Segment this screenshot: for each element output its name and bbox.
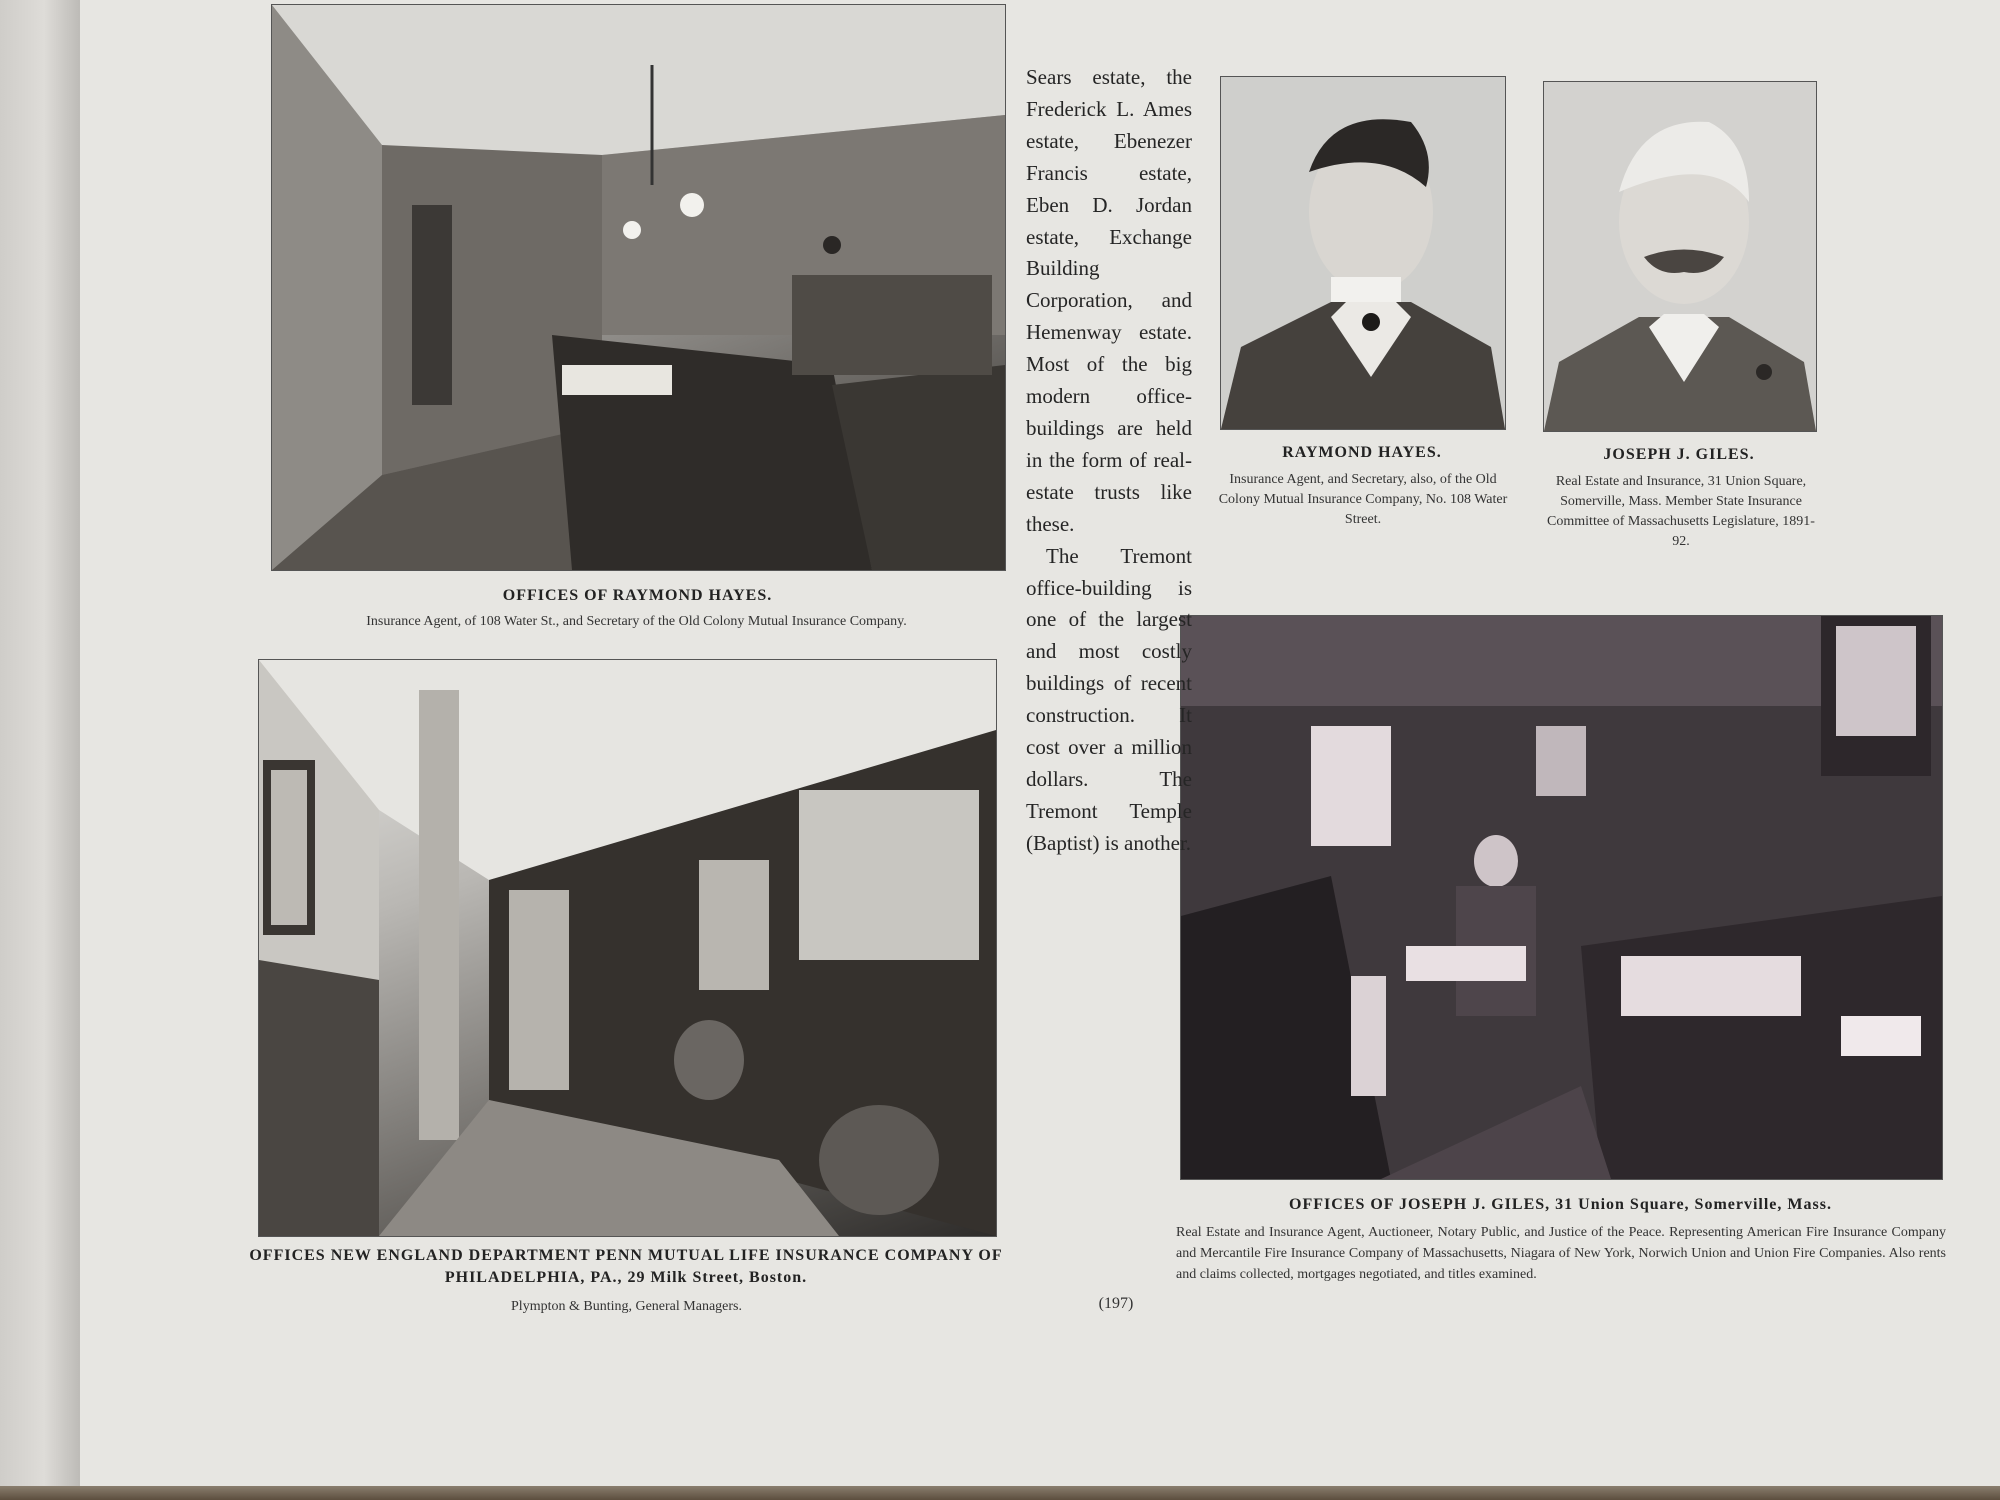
table-surface [0,1486,2000,1500]
photo-hayes-office [271,4,1006,571]
raymond-hayes-name: RAYMOND HAYES. [1282,444,1442,461]
body-paragraph: Sears estate, the Frederick L. Ames estate, Ebenezer Francis estate, Eben D. Jordan estate, Exchange Building Corporation, and Hemenway estate. Most of the big modern office-buildings are held in the form of real-estate trusts like these. [1026,65,1192,536]
hayes-office-caption-subtitle: Insurance Agent, of 108 Water St., and Secretary of the Old Colony Mutual Insurance Company. [366,614,907,629]
page-number: (197) [1098,1295,1134,1312]
hayes-office-caption-title: OFFICES OF RAYMOND HAYES. [502,587,773,604]
book-gutter [0,0,80,1500]
joseph-giles-portrait-illustration [1544,82,1816,431]
hayes-office-illustration [272,5,1005,570]
photo-giles-office [1180,615,1943,1180]
body-paragraph: The Tremont office-building is one of the largest and most costly buildings of recent construction. It cost over a million dollars. The Tremont Temple (Baptist) is another. [1026,543,1192,855]
joseph-giles-description: Real Estate and Insurance, 31 Union Square, Somerville, Mass. Member State Insurance Committee of Massachusetts Legislature, 1891-92. [1547,474,1815,549]
portrait-raymond-hayes [1220,76,1506,430]
raymond-hayes-portrait-illustration [1221,77,1505,429]
photo-penn-mutual-office [258,659,997,1237]
body-text-column [1026,62,1192,860]
giles-office-caption-title: OFFICES OF JOSEPH J. GILES, 31 Union Square, Somerville, Mass. [1289,1196,1832,1213]
penn-office-caption-title: OFFICES NEW ENGLAND DEPARTMENT PENN MUTUAL LIFE INSURANCE COMPANY OF PHILADELPHIA, PA., 29 Milk Street, Boston. [249,1247,1003,1286]
portrait-joseph-giles [1543,81,1817,432]
joseph-giles-name: JOSEPH J. GILES. [1603,446,1755,463]
penn-office-caption-subtitle: Plympton & Bunting, General Managers. [511,1299,742,1314]
giles-office-illustration [1181,616,1942,1179]
penn-office-illustration [259,660,996,1236]
giles-office-caption-subtitle: Real Estate and Insurance Agent, Auctioneer, Notary Public, and Justice of the Peace. Representing American Fire Insurance Company and Mercantile Fire Insurance Company of Massachusetts, Niagara of New York, Norwich Union and Union Fire Companies. Also rents and claims collected, mortgages negotiated, and titles examined. [1176,1225,1946,1282]
raymond-hayes-description: Insurance Agent, and Secretary, also, of the Old Colony Mutual Insurance Company, No. 108 Water Street. [1218,472,1508,527]
